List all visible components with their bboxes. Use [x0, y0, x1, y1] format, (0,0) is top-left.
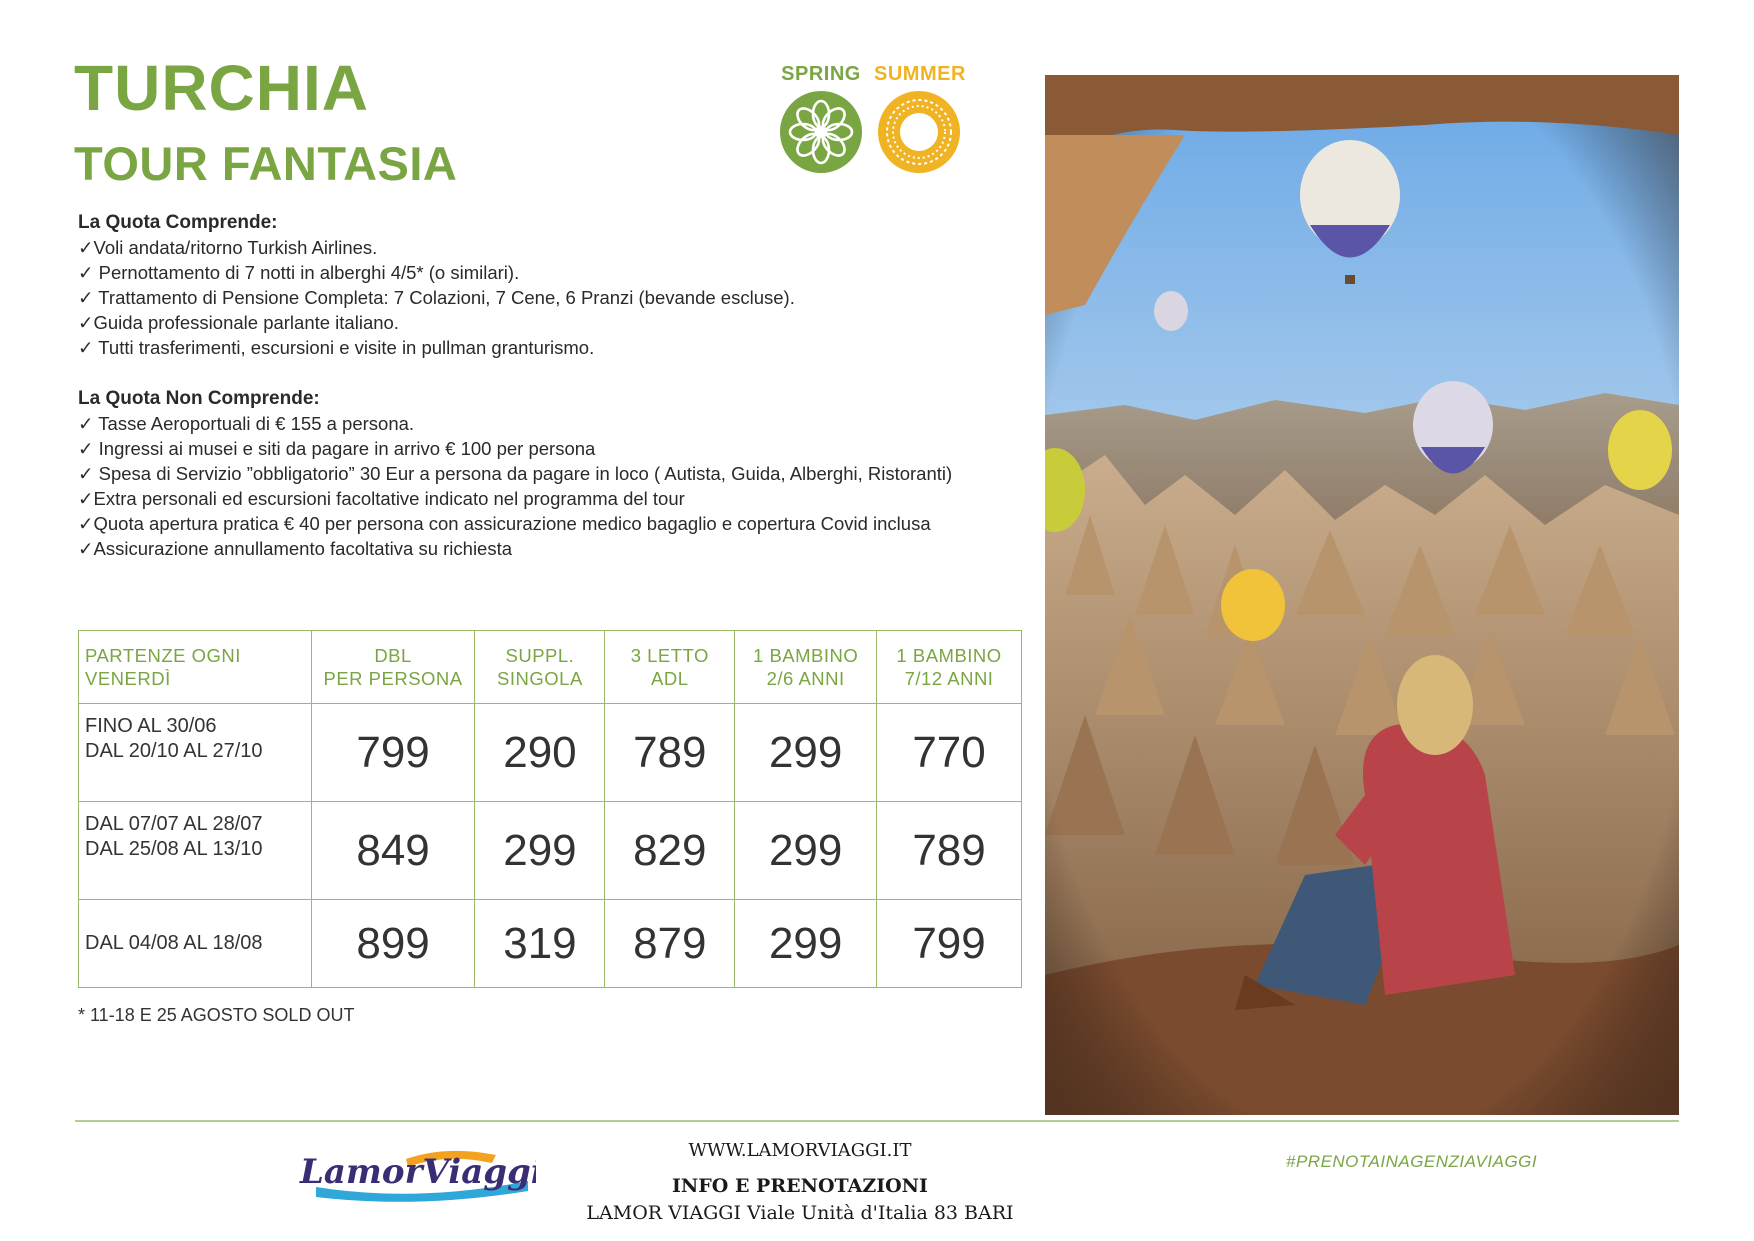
price-cell: 799	[311, 704, 475, 802]
included-item: ✓ Tutti trasferimenti, escursioni e visite in pullman granturismo.	[78, 337, 595, 358]
price-cell: 299	[735, 900, 877, 988]
header-single-supplement: SUPPL. SINGOLA	[475, 631, 605, 704]
season-spring-label: SPRING	[781, 63, 861, 85]
included-section	[78, 210, 1038, 360]
page-title: TURCHIA	[74, 52, 369, 124]
price-cell: 849	[311, 802, 475, 900]
price-cell: 899	[311, 900, 475, 988]
excluded-item: ✓ Ingressi ai musei e siti da pagare in arrivo € 100 per persona	[78, 438, 596, 459]
period-cell: DAL 04/08 AL 18/08	[79, 900, 312, 988]
header-double: DBL PER PERSONA	[311, 631, 475, 704]
excluded-item: ✓Extra personali ed escursioni facoltative indicato nel programma del tour	[78, 488, 685, 509]
footer-divider	[75, 1120, 1679, 1122]
logo-text: LamorViaggi	[300, 1152, 536, 1192]
price-cell: 299	[475, 802, 605, 900]
header-third-bed: 3 LETTO ADL	[605, 631, 735, 704]
price-cell: 799	[877, 900, 1022, 988]
logo-graphic	[296, 1143, 536, 1205]
included-item: ✓Voli andata/ritorno Turkish Airlines.	[78, 237, 378, 258]
header-child-2-6: 1 BAMBINO 2/6 ANNI	[735, 631, 877, 704]
page-subtitle: TOUR FANTASIA	[74, 137, 458, 190]
included-item: ✓ Pernottamento di 7 notti in alberghi 4/5* (o similari).	[78, 262, 520, 283]
season-summer-label: SUMMER	[874, 63, 966, 85]
excluded-item: ✓Assicurazione annullamento facoltativa su richiesta	[78, 538, 513, 559]
header-child-7-12: 1 BAMBINO 7/12 ANNI	[877, 631, 1022, 704]
lamor-viaggi-logo	[296, 1143, 536, 1210]
price-cell: 299	[735, 704, 877, 802]
period-cell: FINO AL 30/06 DAL 20/10 AL 27/10	[79, 704, 312, 802]
table-row	[79, 704, 1022, 802]
price-cell: 770	[877, 704, 1022, 802]
website-link[interactable]: WWW.LAMORVIAGGI.IT	[688, 1140, 912, 1161]
period-cell: DAL 07/07 AL 28/07 DAL 25/08 AL 13/10	[79, 802, 312, 900]
price-cell: 319	[475, 900, 605, 988]
price-cell: 290	[475, 704, 605, 802]
table-row	[79, 802, 1022, 900]
sold-out-note: * 11-18 E 25 AGOSTO SOLD OUT	[78, 1005, 355, 1025]
price-cell: 879	[605, 900, 735, 988]
price-table	[78, 630, 1022, 988]
table-header-row	[79, 631, 1022, 704]
price-cell: 789	[877, 802, 1022, 900]
included-heading: La Quota Comprende:	[78, 212, 278, 233]
included-item: ✓Guida professionale parlante italiano.	[78, 312, 399, 333]
season-spring-badge	[776, 64, 866, 174]
price-cell: 789	[605, 704, 735, 802]
sun-icon	[877, 90, 961, 174]
price-cell: 829	[605, 802, 735, 900]
table-row	[79, 900, 1022, 988]
cappadocia-photo	[1045, 75, 1679, 1115]
agency-address: LAMOR VIAGGI Viale Unità d'Italia 83 BARI	[586, 1202, 1014, 1224]
season-summer-badge	[874, 64, 964, 174]
excluded-item: ✓ Spesa di Servizio ”obbligatorio” 30 Eur a persona da pagare in loco ( Autista, Guida, Alberghi, Ristoranti)	[78, 463, 953, 484]
flower-icon	[779, 90, 863, 174]
included-item: ✓ Trattamento di Pensione Completa: 7 Colazioni, 7 Cene, 6 Pranzi (bevande escluse).	[78, 287, 795, 308]
price-cell: 299	[735, 802, 877, 900]
header-departures: PARTENZE OGNI VENERDÌ	[79, 631, 312, 704]
excluded-heading: La Quota Non Comprende:	[78, 388, 320, 409]
cappadocia-illustration	[1045, 75, 1679, 1115]
info-label: INFO E PRENOTAZIONI	[672, 1175, 928, 1197]
excluded-item: ✓Quota apertura pratica € 40 per persona con assicurazione medico bagaglio e copertura Covid inclusa	[78, 513, 931, 534]
excluded-section	[78, 386, 1038, 561]
excluded-item: ✓ Tasse Aeroportuali di € 155 a persona.	[78, 413, 415, 434]
hashtag: #PRENOTAINAGENZIAVIAGGI	[1286, 1152, 1538, 1171]
